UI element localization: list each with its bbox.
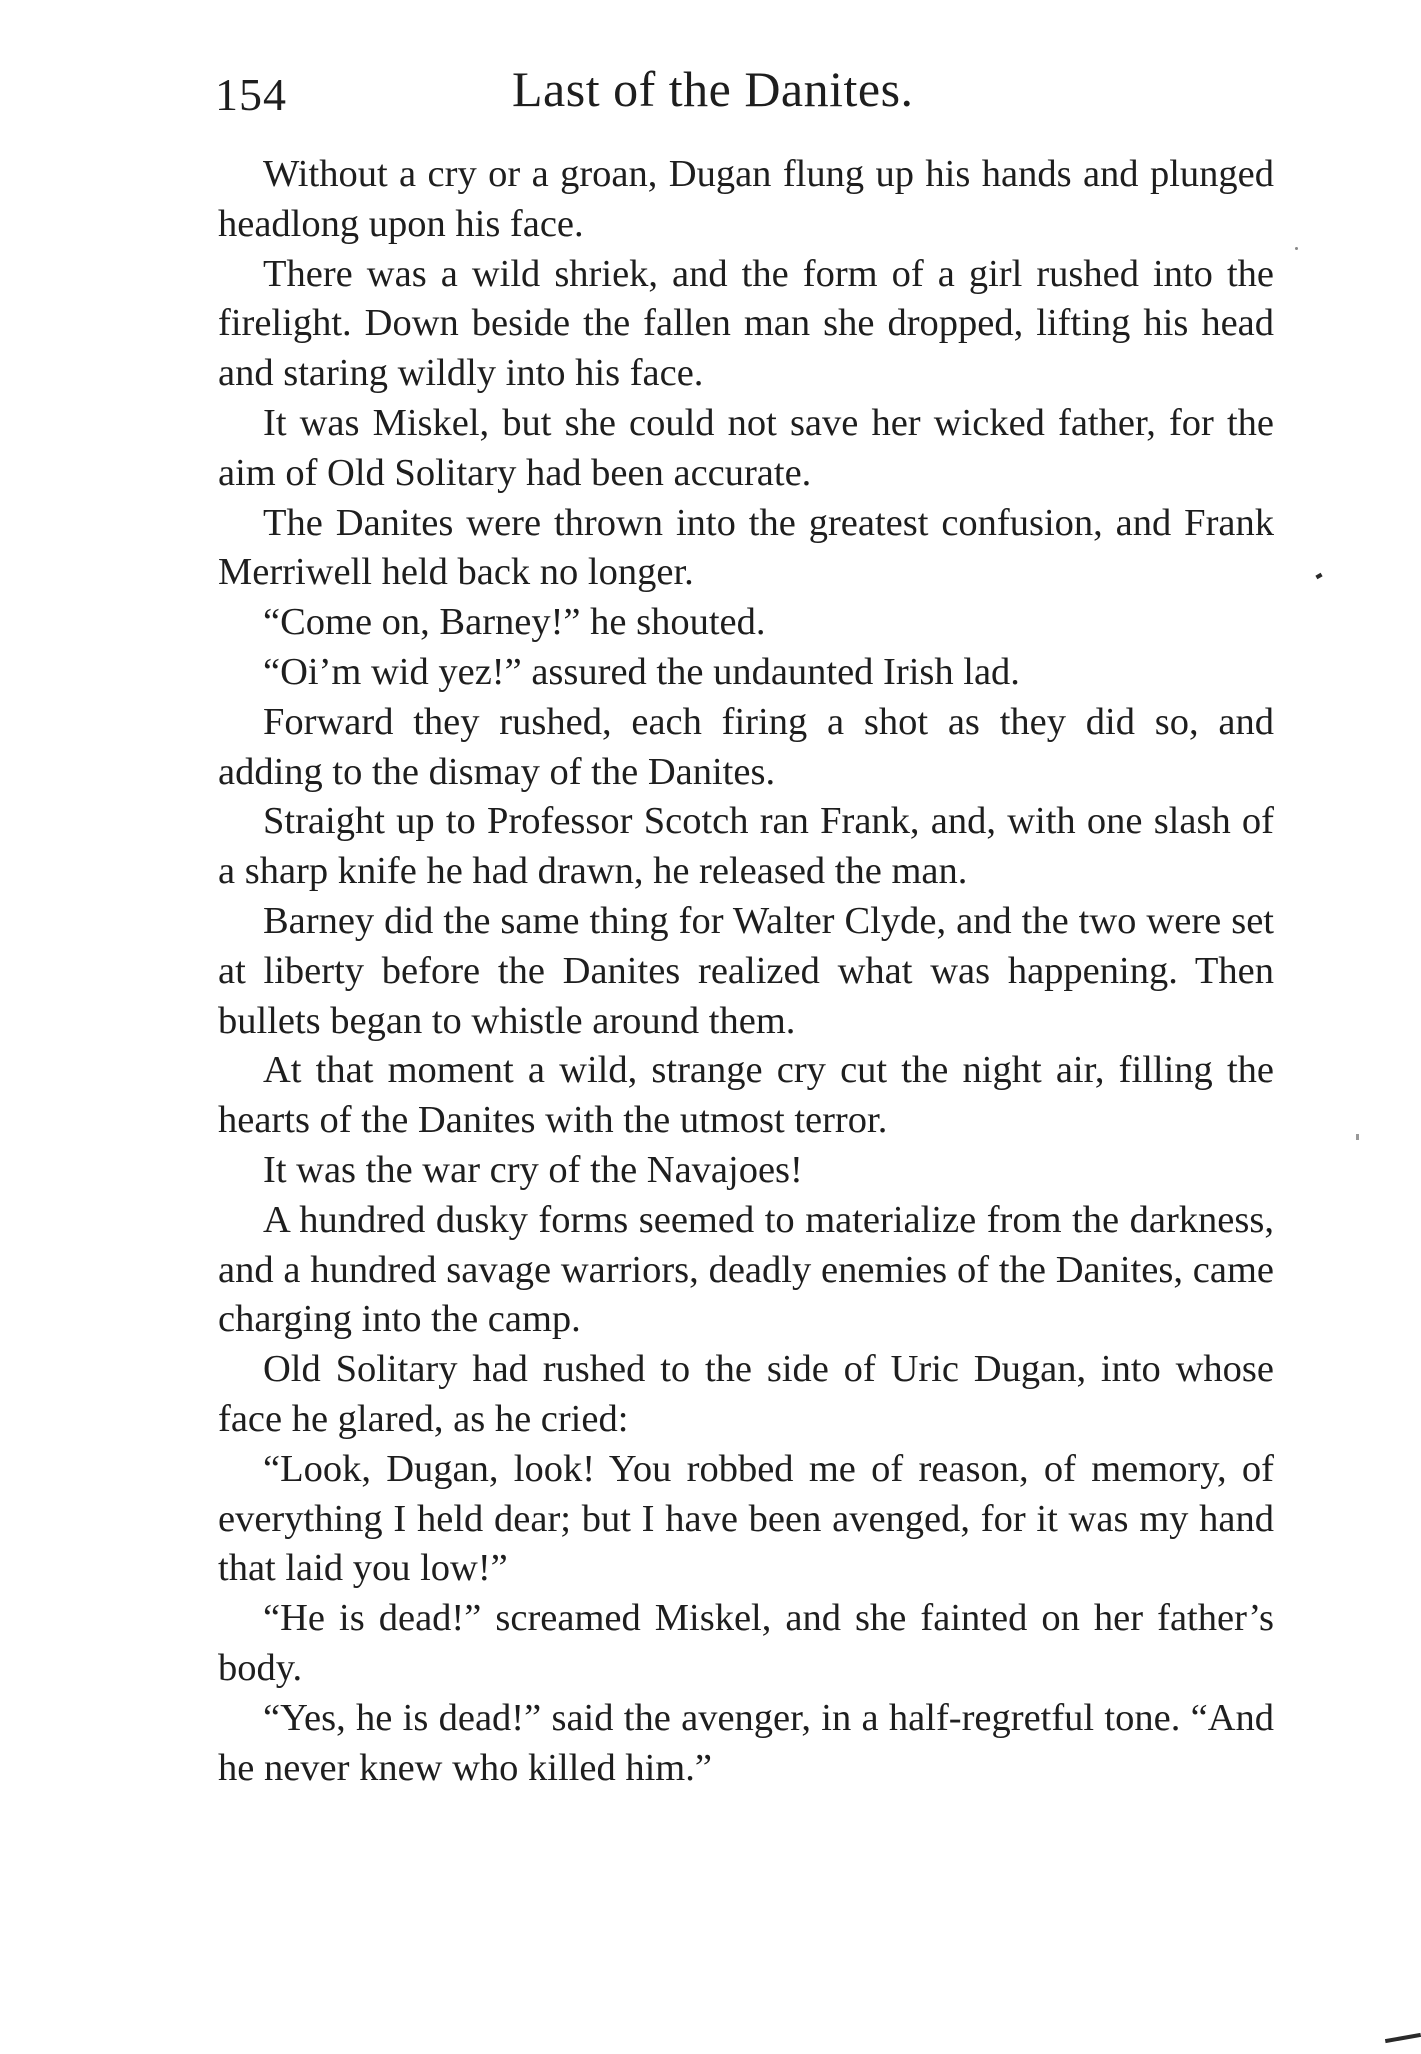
paragraph: It was the war cry of the Navajoes! (263, 1148, 803, 1191)
body-text (218, 150, 1274, 1793)
paragraph: At that moment a wild, strange cry cut the night air, filling the hearts of the Danites with the utmost terror. (218, 1049, 1274, 1142)
page-number: 154 (215, 69, 287, 120)
ink-speck (1315, 573, 1322, 579)
ink-speck (1385, 2033, 1421, 2043)
paragraph: “Oi’m wid yez!” assured the undaunted Irish lad. (263, 650, 1020, 693)
paragraph: Forward they rushed, each firing a shot as they did so, and adding to the dismay of the Danites. (218, 700, 1274, 793)
ink-speck (1295, 247, 1298, 250)
paragraph: “Look, Dugan, look! You robbed me of reason, of memory, of everything I held dear; but I have been avenged, for it was my hand that laid you low!” (218, 1447, 1274, 1590)
paragraph: Straight up to Professor Scotch ran Frank, and, with one slash of a sharp knife he had drawn, he released the man. (218, 800, 1274, 893)
ink-speck (1356, 1134, 1359, 1140)
paragraph: “Yes, he is dead!” said the avenger, in a half-regretful tone. “And he never knew who killed him.” (218, 1696, 1274, 1789)
paragraph: “He is dead!” screamed Miskel, and she fainted on her father’s body. (218, 1597, 1274, 1689)
paragraph: It was Miskel, but she could not save her wicked father, for the aim of Old Solitary had been accurate. (218, 401, 1274, 494)
paragraph: A hundred dusky forms seemed to materialize from the darkness, and a hundred savage warriors, deadly enemies of the Danites, came charging into the camp. (218, 1198, 1274, 1341)
paragraph: “Come on, Barney!” he shouted. (263, 601, 766, 644)
page-header (215, 60, 1275, 140)
paragraph: The Danites were thrown into the greatest confusion, and Frank Merriwell held back no longer. (218, 501, 1274, 594)
running-title: Last of the Danites. (512, 61, 914, 117)
paragraph: There was a wild shriek, and the form of a girl rushed into the firelight. Down beside the fallen man she dropped, lifting his head and staring wildly into his face. (218, 252, 1274, 395)
paragraph: Old Solitary had rushed to the side of Uric Dugan, into whose face he glared, as he cried: (218, 1348, 1274, 1440)
paragraph: Barney did the same thing for Walter Clyde, and the two were set at liberty before the Danites realized what was happening. Then bullets began to whistle around them. (218, 899, 1274, 1042)
paragraph: Without a cry or a groan, Dugan flung up his hands and plunged headlong upon his face. (218, 153, 1274, 245)
